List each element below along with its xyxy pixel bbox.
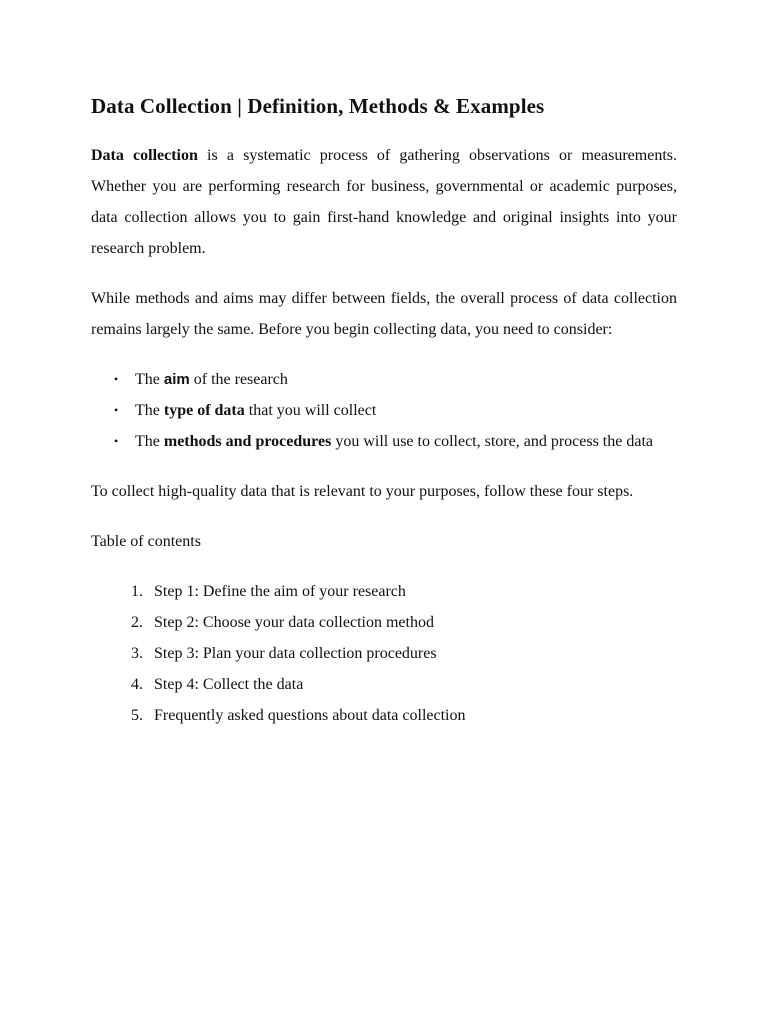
bullet-text-after: of the research xyxy=(189,371,288,388)
list-item xyxy=(91,364,677,395)
intro-text: is a systematic process of gathering observations or measurements. Whether you are performing research for business, governmental or academic purposes, data collection allows you to gain first-hand knowledge and original insights into your research problem. xyxy=(91,147,678,257)
list-item xyxy=(91,426,677,457)
toc-item[interactable] xyxy=(91,700,677,731)
bullet-text-after: you will use to collect, store, and process the data xyxy=(331,433,653,450)
bullet-text-before: The xyxy=(135,433,164,450)
toc-label[interactable]: Frequently asked questions about data collection xyxy=(154,707,466,724)
toc-item[interactable] xyxy=(91,669,677,700)
toc-number: 5. xyxy=(131,707,143,724)
bullet-icon: • xyxy=(114,403,119,417)
toc-label[interactable]: Step 3: Plan your data collection procedures xyxy=(154,645,437,662)
document-page xyxy=(91,92,677,731)
toc-number: 3. xyxy=(131,645,143,662)
toc-number: 2. xyxy=(131,614,143,631)
bullet-icon: • xyxy=(114,434,119,448)
intro-paragraph xyxy=(91,140,677,264)
bullet-icon: • xyxy=(114,372,119,386)
toc-label[interactable]: Step 4: Collect the data xyxy=(154,676,304,693)
toc-item[interactable] xyxy=(91,607,677,638)
bullet-keyword: type of data xyxy=(163,402,245,419)
consider-list xyxy=(91,364,677,457)
toc-item[interactable] xyxy=(91,638,677,669)
list-item xyxy=(91,395,677,426)
toc-number: 1. xyxy=(131,583,143,600)
toc-label[interactable]: Step 2: Choose your data collection method xyxy=(154,614,434,631)
intro-term: Data collection xyxy=(91,147,198,164)
toc-label[interactable]: Step 1: Define the aim of your research xyxy=(154,583,406,600)
bullet-text-before: The xyxy=(135,371,164,388)
table-of-contents xyxy=(91,576,677,731)
bullet-text-before: The xyxy=(135,402,164,419)
toc-item[interactable] xyxy=(91,576,677,607)
bullet-keyword: aim xyxy=(163,371,190,388)
bullet-text-after: that you will collect xyxy=(244,402,377,419)
toc-heading: Table of contents xyxy=(91,533,201,550)
steps-intro-paragraph: To collect high-quality data that is relevant to your purposes, follow these four steps. xyxy=(91,483,634,500)
bullet-keyword: methods and procedures xyxy=(163,433,332,450)
methods-paragraph: While methods and aims may differ between fields, the overall process of data collection remains largely the same. Before you begin collecting data, you need to consider: xyxy=(91,290,677,338)
page-title: Data Collection | Definition, Methods & Examples xyxy=(91,94,545,118)
toc-number: 4. xyxy=(131,676,143,693)
